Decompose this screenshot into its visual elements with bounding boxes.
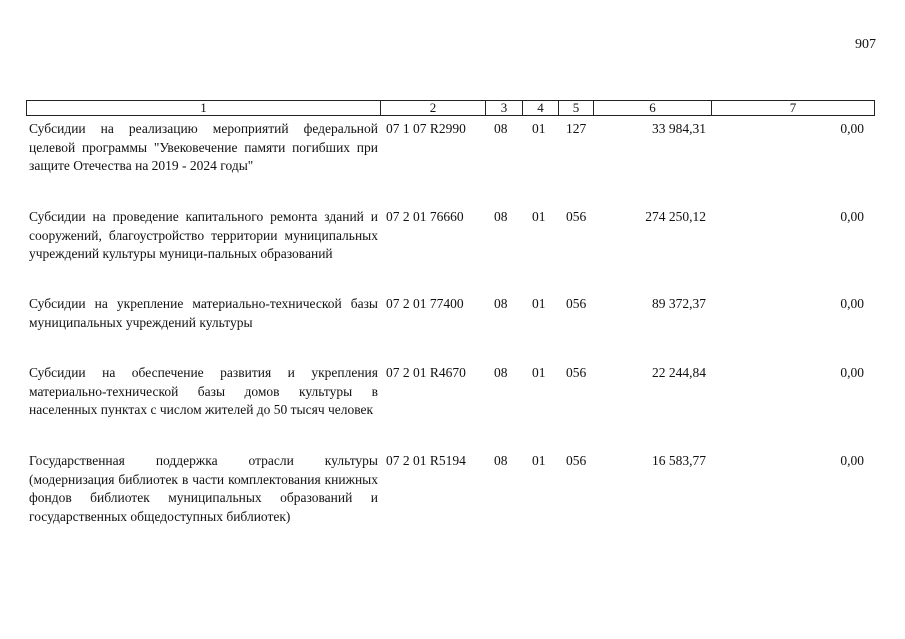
row-expense-type: 056 xyxy=(566,453,587,468)
row-amount-2: 0,00 xyxy=(840,453,864,468)
row-section: 08 xyxy=(494,296,508,311)
row-section: 08 xyxy=(494,453,508,468)
row-section: 08 xyxy=(494,209,508,224)
row-amount: 16 583,77 xyxy=(652,453,706,468)
row-code: 07 1 07 R2990 xyxy=(386,121,466,136)
row-code: 07 2 01 76660 xyxy=(386,209,464,224)
row-expense-type: 056 xyxy=(566,209,587,224)
header-col-6: 6 xyxy=(594,101,712,115)
row-subsection: 01 xyxy=(532,121,546,136)
row-section: 08 xyxy=(494,365,508,380)
row-description: Субсидии на обеспечение развития и укрепления материально-технической базы домов культуры в населенных пунктах с числом жителей до 50 тысяч человек xyxy=(29,365,378,417)
row-code: 07 2 01 77400 xyxy=(386,296,464,311)
row-amount-2: 0,00 xyxy=(840,296,864,311)
row-code: 07 2 01 R4670 xyxy=(386,365,466,380)
row-description: Субсидии на проведение капитального ремонта зданий и сооружений, благоустройство территории муниципальных учреждений культуры муници-пальных образований xyxy=(29,209,378,261)
row-subsection: 01 xyxy=(532,453,546,468)
row-amount-2: 0,00 xyxy=(840,209,864,224)
row-description: Субсидии на реализацию мероприятий федеральной целевой программы "Увековечение памяти погибших при защите Отечества на 2019 - 2024 годы" xyxy=(29,121,378,173)
header-col-2: 2 xyxy=(381,101,486,115)
row-amount: 274 250,12 xyxy=(645,209,706,224)
row-amount: 22 244,84 xyxy=(652,365,706,380)
row-amount-2: 0,00 xyxy=(840,121,864,136)
header-col-7: 7 xyxy=(789,100,797,115)
row-code: 07 2 01 R5194 xyxy=(386,453,466,468)
row-subsection: 01 xyxy=(532,209,546,224)
page-number: 907 xyxy=(855,37,876,52)
row-amount-2: 0,00 xyxy=(840,365,864,380)
header-col-5: 5 xyxy=(559,101,594,115)
row-description: Субсидии на укрепление материально-технической базы муниципальных учреждений культуры xyxy=(29,296,378,330)
row-expense-type: 056 xyxy=(566,365,587,380)
row-expense-type: 127 xyxy=(566,121,587,136)
row-amount: 89 372,37 xyxy=(652,296,706,311)
table-header xyxy=(26,100,875,116)
header-col-3: 3 xyxy=(486,101,523,115)
row-expense-type: 056 xyxy=(566,296,587,311)
row-amount: 33 984,31 xyxy=(652,121,706,136)
row-subsection: 01 xyxy=(532,296,546,311)
row-section: 08 xyxy=(494,121,508,136)
row-description: Государственная поддержка отрасли культуры (модернизация библиотек в части комплектования книжных фондов библиотек муниципальных образований и государственных общедоступных библиотек) xyxy=(29,453,378,524)
header-col-1: 1 xyxy=(27,101,381,115)
header-col-4: 4 xyxy=(523,101,559,115)
row-subsection: 01 xyxy=(532,365,546,380)
